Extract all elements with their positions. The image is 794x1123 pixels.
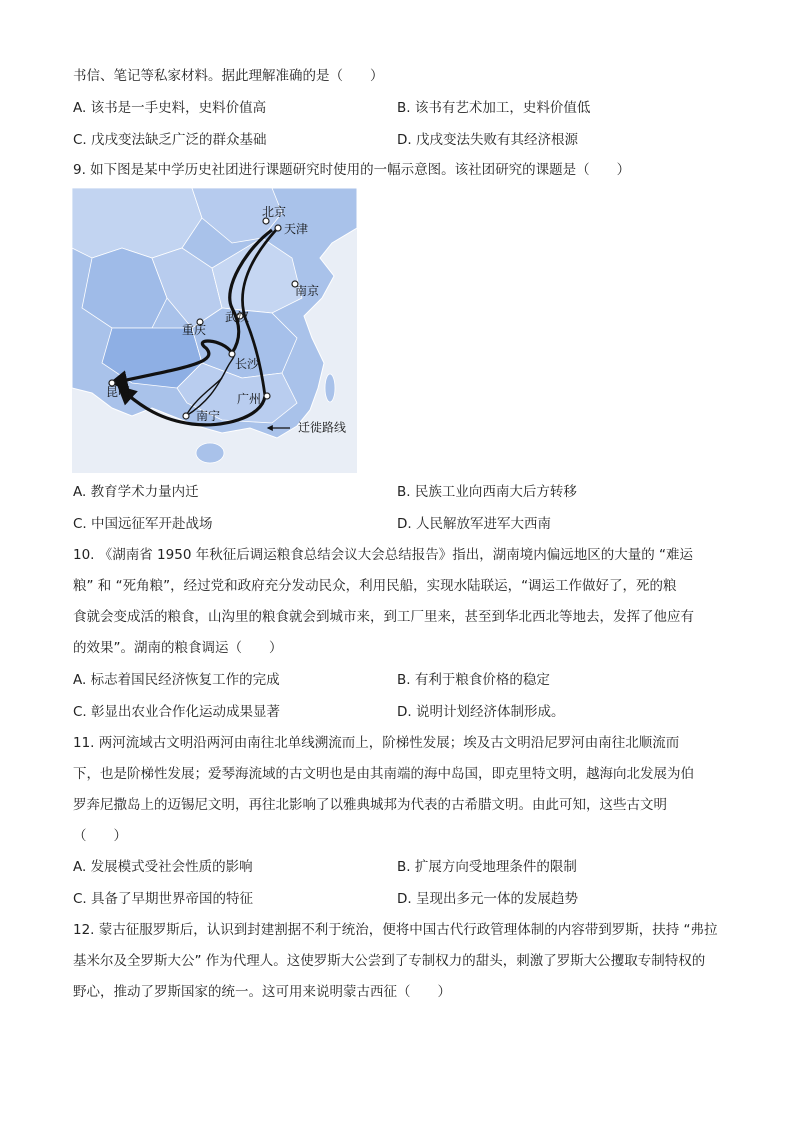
city-label-nanjing: 南京	[295, 284, 320, 298]
q11-stem-line-4: （ ）	[73, 828, 127, 844]
map-figure	[72, 188, 357, 473]
q11-option-c[interactable]: C. 具备了早期世界帝国的特征	[73, 891, 254, 907]
q11-stem-line-2: 下，也是阶梯性发展；爱琴海流域的古文明也是由其南端的海中岛国，即克里特文明，越海向北发展为伯	[73, 766, 694, 782]
q11-stem-line-1: 11. 两河流域古文明沿两河由南往北单线溯流而上，阶梯性发展；埃及古文明沿尼罗河由南往北顺流而	[73, 735, 680, 751]
city-label-guangzhou: 广州	[237, 392, 262, 406]
city-label-tianjin: 天津	[284, 222, 309, 236]
q10-stem-line-4: 的效果”。湖南的粮食调运（ ）	[73, 640, 283, 656]
q8-option-d[interactable]: D. 戊戌变法失败有其经济根源	[397, 132, 578, 148]
q9-stem: 9. 如下图是某中学历史社团进行课题研究时使用的一幅示意图。该社团研究的课题是（ ）	[73, 162, 631, 178]
q8-option-b[interactable]: B. 该书有艺术加工，史料价值低	[397, 100, 591, 116]
city-label-beijing: 北京	[262, 205, 287, 219]
q8-option-c[interactable]: C. 戊戌变法缺乏广泛的群众基础	[73, 132, 267, 148]
q11-stem-line-3: 罗奔尼撒岛上的迈锡尼文明，再往北影响了以雅典城邦为代表的古希腊文明。由此可知，这些古文明	[73, 797, 667, 813]
q10-stem-line-2: 粮” 和 “死角粮”，经过党和政府充分发动民众，利用民船，实现水陆联运，“调运工作做好了，死的粮	[73, 578, 677, 594]
q9-option-c[interactable]: C. 中国远征军开赴战场	[73, 516, 213, 532]
q9-option-a[interactable]: A. 教育学术力量内迁	[73, 484, 199, 500]
q10-option-a[interactable]: A. 标志着国民经济恢复工作的完成	[73, 672, 280, 688]
city-label-wuhan: 武汉	[225, 310, 250, 324]
q10-stem-line-1: 10. 《湖南省 1950 年秋征后调运粮食总结会议大会总结报告》指出，湖南境内偏远地区的大量的 “难运	[73, 547, 693, 563]
q11-option-b[interactable]: B. 扩展方向受地理条件的限制	[397, 859, 577, 875]
q9-option-b[interactable]: B. 民族工业向西南大后方转移	[397, 484, 577, 500]
q10-stem-line-3: 食就会变成活的粮食，山沟里的粮食就会到城市来，到工厂里来，甚至到华北西北等地去，发挥了他应有	[73, 609, 694, 625]
city-label-kunming: 昆明	[106, 385, 131, 399]
migration-route-map	[72, 188, 357, 473]
city-label-chongqing: 重庆	[182, 323, 207, 337]
q12-stem-line-1: 12. 蒙古征服罗斯后，认识到封建割据不利于统治，便将中国古代行政管理体制的内容带到罗斯，扶持 “弗拉	[73, 922, 718, 938]
q11-option-d[interactable]: D. 呈现出多元一体的发展趋势	[397, 891, 578, 907]
q12-stem-line-3: 野心，推动了罗斯国家的统一。这可用来说明蒙古西征（ ）	[73, 984, 451, 1000]
q12-stem-line-2: 基米尔及全罗斯大公” 作为代理人。这使罗斯大公尝到了专制权力的甜头，刺激了罗斯大公攫取专制特权的	[73, 953, 706, 969]
q11-option-a[interactable]: A. 发展模式受社会性质的影响	[73, 859, 253, 875]
q8-option-a[interactable]: A. 该书是一手史料，史料价值高	[73, 100, 267, 116]
city-label-changsha: 长沙	[235, 357, 260, 371]
q10-option-c[interactable]: C. 彰显出农业合作化运动成果显著	[73, 704, 281, 720]
legend-label: 迁徙路线	[298, 420, 347, 435]
q8-stem-tail: 书信、笔记等私家材料。据此理解准确的是（ ）	[73, 68, 384, 84]
q10-option-b[interactable]: B. 有利于粮食价格的稳定	[397, 672, 550, 688]
city-label-nanning: 南宁	[196, 409, 221, 423]
q9-option-d[interactable]: D. 人民解放军进军大西南	[397, 516, 551, 532]
q10-option-d[interactable]: D. 说明计划经济体制形成。	[397, 704, 565, 720]
